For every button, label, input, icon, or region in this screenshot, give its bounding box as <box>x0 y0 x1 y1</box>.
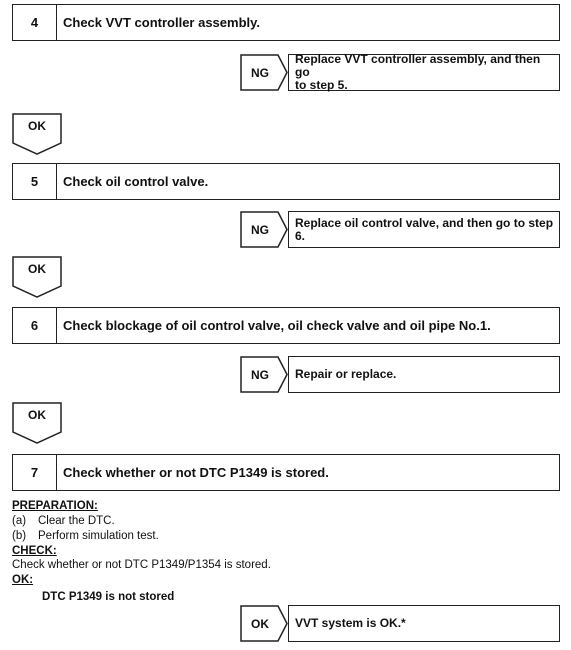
step-number: 7 <box>13 455 57 490</box>
check-heading: CHECK: <box>12 545 57 557</box>
ok-label: OK <box>28 262 46 276</box>
ng-result-row <box>240 356 560 393</box>
step-number: 6 <box>13 308 57 343</box>
preparation-item <box>12 514 115 528</box>
step-7-box <box>12 454 560 491</box>
item-label: (a) <box>12 515 27 527</box>
ok-criteria-text: DTC P1349 is not stored <box>42 591 175 603</box>
preparation-heading: PREPARATION: <box>12 500 98 512</box>
step-title: Check blockage of oil control valve, oil check valve and oil pipe No.1. <box>63 318 491 333</box>
ok-tag <box>240 605 288 642</box>
ok-result-text <box>288 605 560 642</box>
ng-result-text <box>288 211 560 248</box>
step-number: 5 <box>13 164 57 199</box>
ng-result-row <box>240 54 560 91</box>
ok-label: OK <box>28 119 46 133</box>
step-6-box <box>12 307 560 344</box>
ok-label: OK <box>28 408 46 422</box>
item-text: Perform simulation test. <box>38 530 159 542</box>
ok-tag-label: OK <box>251 616 269 631</box>
step-4-box <box>12 4 560 41</box>
ok-arrow <box>12 113 62 155</box>
ng-result-text <box>288 54 560 91</box>
ng-tag <box>240 211 288 248</box>
ok-arrow <box>12 402 62 444</box>
step-title: Check whether or not DTC P1349 is stored. <box>63 465 329 480</box>
check-text: Check whether or not DTC P1349/P1354 is stored. <box>12 559 271 571</box>
ng-result-line: to step 5. <box>295 78 348 92</box>
item-label: (b) <box>12 530 27 542</box>
item-text: Clear the DTC. <box>38 515 115 527</box>
ng-result-line: Replace oil control valve, and then go to step 6. <box>295 215 554 243</box>
ng-result-text <box>288 356 560 393</box>
step-title: Check oil control valve. <box>63 174 209 189</box>
ok-heading: OK: <box>12 574 34 586</box>
ok-result-line: VVT system is OK.* <box>295 616 406 630</box>
ok-result-row <box>240 605 560 642</box>
ng-result-line: Repair or replace. <box>295 367 397 381</box>
ng-result-row <box>240 211 560 248</box>
step-number: 4 <box>13 5 57 40</box>
preparation-item <box>12 529 159 543</box>
step-5-box <box>12 163 560 200</box>
ng-tag-label: NG <box>251 367 269 382</box>
step-title: Check VVT controller assembly. <box>63 15 260 30</box>
ok-arrow <box>12 256 62 298</box>
ng-tag-label: NG <box>251 65 269 80</box>
ng-tag <box>240 356 288 393</box>
ng-tag-label: NG <box>251 222 269 237</box>
ng-tag <box>240 54 288 91</box>
ng-result-line: Replace VVT controller assembly, and then go <box>295 52 541 79</box>
